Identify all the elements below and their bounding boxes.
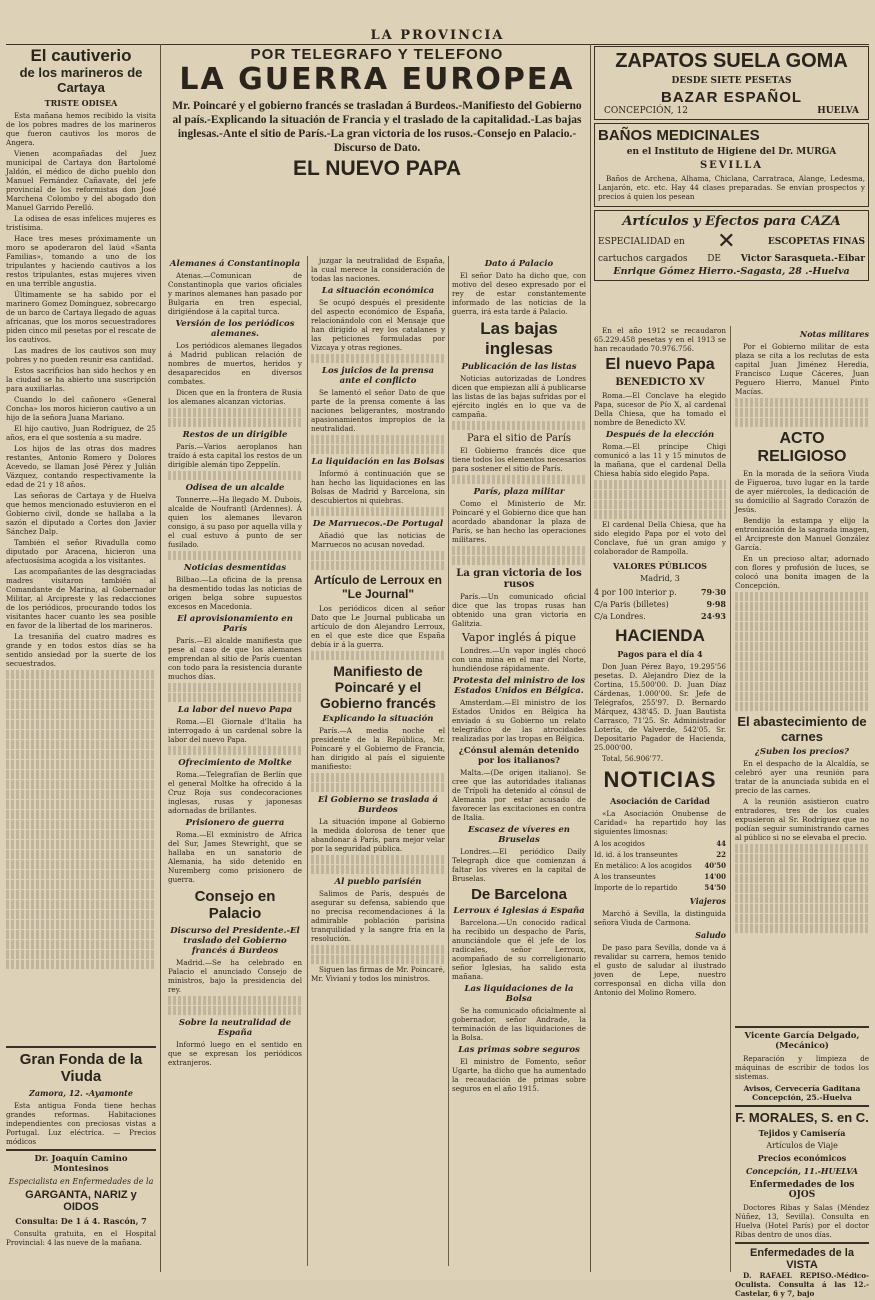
three-subcolumns — [166, 256, 588, 1266]
illegible-text — [311, 445, 445, 454]
paragraph: En la morada de la señora Viuda de Figueroa, tuvo lugar en la tarde de ayer miércoles, la dedicación de su domicilio al Sagrado Corazón de Jesús. — [735, 469, 869, 514]
story-heading-noticias: NOTICIAS — [603, 767, 717, 792]
illegible-text — [452, 475, 586, 484]
illegible-text — [168, 996, 302, 1005]
illegible-text — [6, 960, 156, 969]
paragraph: Estos sacrificios han sido hechos y en la ciudad se ha abierto una suscripción para auxiliarlas. — [6, 366, 156, 393]
illegible-text — [6, 680, 156, 689]
paragraph: Los hijos de las otras dos madres restantes, Antonio Romero y Dolores Acevedo, se llaman José Pérez y Julián Vázquez, contando respectivamente la edad de 21 y 18 años. — [6, 444, 156, 489]
illegible-text — [6, 930, 156, 939]
paragraph: Londres.—El periódico Daily Telegraph dice que comienzan á faltar los víveres en la capital de Bruselas. — [452, 847, 586, 883]
paragraph: Bendijo la estampa y elijo la entronización de la sagrada imagen, el Arcipreste don Manuel González García. — [735, 516, 869, 552]
article-title-cautiverio: El cautiverio — [30, 46, 132, 65]
story-heading: Protesta del ministro de los Estados Unidos en Bélgica. — [452, 676, 586, 696]
illegible-text — [6, 670, 156, 679]
paragraph: Cuando lo del cañonero «General Concha» los moros hicieron cautivo a un hijo de la señora Juana Mariano. — [6, 395, 156, 422]
right-subcolumn-a — [594, 326, 726, 999]
section-nuevo-papa: EL NUEVO PAPA — [292, 157, 462, 180]
illegible-text — [735, 622, 869, 631]
subcolumn-2 — [311, 256, 445, 985]
paragraph: París.—Un comunicado oficial dice que las tropas rusas han obtenido una gran victoria en Galitzia. — [452, 592, 586, 628]
ad-caza-de: DE — [707, 254, 721, 264]
illegible-text — [735, 682, 869, 691]
ad-caza-dealer: Enrique Gómez Hierro.-Sagasta, 28 .-Huelva — [613, 266, 850, 277]
ad-caza-maker: Victor Sarasqueta.-Eibar — [740, 254, 865, 264]
paragraph: Dicen que en la frontera de Rusia los alemanes alcanzan victorias. — [168, 388, 302, 406]
illegible-text — [6, 720, 156, 729]
main-headline: LA GUERRA EUROPEA — [179, 62, 575, 97]
ad-banos-city: SEVILLA — [699, 160, 764, 171]
illegible-text — [735, 408, 869, 417]
paragraph: Informó luego en el sentido en que se expresan los periódicos extranjeros. — [168, 1040, 302, 1067]
story-heading: Odisea de un alcalde — [185, 483, 285, 493]
illegible-text — [735, 398, 869, 407]
story-heading: Ofrecimiento de Moltke — [178, 758, 292, 768]
illegible-text — [735, 874, 869, 883]
divider — [735, 1242, 869, 1244]
paragraph: También el señor Rivadulla como diputado por Aracena, hicieron una afectuosísima acogida a los visitantes. — [6, 538, 156, 565]
paragraph: «La Asociación Onubense de Caridad» ha repartido hoy las siguientes limosnas: — [594, 809, 726, 836]
ad-mecanico-text: Reparación y limpieza de máquinas de escribir de todos los sistemas. — [735, 1054, 869, 1081]
illegible-text — [311, 955, 445, 964]
illegible-text — [311, 561, 445, 570]
story-heading: Saludo — [695, 930, 726, 940]
illegible-text — [311, 773, 445, 782]
story-heading: ¿Cónsul alemán detenido por los italianos? — [458, 746, 580, 766]
limosna-label: A los acogidos — [594, 839, 645, 848]
divider — [6, 1149, 156, 1151]
story-heading-consejo: Consejo en Palacio — [194, 888, 276, 922]
paragraph: Se ha comunicado oficialmente al gobernador, señor Andrade, la terminación de las liquidaciones de la Bolsa. — [452, 1006, 586, 1042]
illegible-text — [311, 855, 445, 864]
story-heading: Vapor inglés á pique — [462, 631, 576, 644]
illegible-text — [168, 551, 302, 560]
illegible-text — [311, 945, 445, 954]
column-divider-left — [160, 44, 161, 1272]
paragraph: Las madres de los cautivos son muy pobres y no pueden reunir esa cantidad. — [6, 346, 156, 364]
valores-date: Madrid, 3 — [640, 574, 680, 583]
illegible-text — [6, 920, 156, 929]
paragraph: Añadió que las noticias de Marruecos no acusan novedad. — [311, 531, 445, 549]
paragraph: Bilbao.—La oficina de la prensa ha desmentido todas las noticias de origen belga sobre supuestos excesos en Macedonia. — [168, 575, 302, 611]
illegible-text — [6, 890, 156, 899]
illegible-text — [594, 480, 726, 489]
ad-zapatos-store: BAZAR ESPAÑOL — [660, 89, 803, 106]
story-heading: Al pueblo parisién — [334, 877, 422, 887]
illegible-text — [735, 632, 869, 641]
limosna-value: 44 — [716, 839, 726, 848]
story-heading-barcelona: De Barcelona — [471, 886, 567, 903]
ad-zapatos-city: HUELVA — [817, 106, 859, 116]
story-heading: La situación económica — [321, 286, 435, 296]
article-subtitle-marineros: de los marineros de Cartaya — [19, 65, 143, 95]
illegible-text — [735, 914, 869, 923]
story-subheading: Asociación de Caridad — [610, 796, 710, 806]
table-row — [594, 586, 726, 598]
paragraph: En el año 1912 se recaudaron 65.229.458 pesetas y en el 1913 se han recaudado 70.976.756. — [594, 326, 726, 353]
valor-value: 79·30 — [700, 587, 726, 597]
ad-zapatos — [594, 46, 869, 120]
illegible-text — [6, 880, 156, 889]
ad-caza — [594, 210, 869, 281]
ad-caza-special: ESPECIALIDAD en — [598, 236, 685, 247]
illegible-text — [735, 642, 869, 651]
paragraph: Don Juan Pérez Bayo, 19.295'56 pesetas. D. Alejandro Diez de la Cortina, 15.500'00. D. Juan Díaz Cárdenas, 1.000'00. Sr. Jefe de Telégrafos, 255'97. D. Bernardo Márquez, 438'45. D. Juan Bautista Carrasco, 71'25. Sr. Administrador Lotería, de Valverde, 542'05. Sr. Depositario Pagador de Hacienda, 25.000'00. — [594, 662, 726, 752]
illegible-text — [6, 700, 156, 709]
paragraph: En un precioso altar, adornado con flores y profusión de luces, se colocó una bonita imagen de la Concepción. — [735, 554, 869, 590]
ad-fonda-address: Zamora, 12. -Ayamonte — [29, 1088, 133, 1098]
ad-doctor-text: Consulta gratuita, en el Hospital Provincial: 4 las nueve de la mañana. — [6, 1229, 156, 1247]
story-heading: Viajeros — [689, 896, 726, 906]
illegible-text — [735, 864, 869, 873]
illegible-text — [6, 870, 156, 879]
right-subcolumn-b — [735, 326, 869, 1298]
illegible-text — [311, 865, 445, 874]
paragraph: París.—Varios aeroplanos han traído á esta capital los restos de un dirigible alemán tipo Zeppelín. — [168, 442, 302, 469]
ad-caza-item: ESCOPETAS FINAS — [767, 236, 865, 247]
ad-vista-text: D. RAFAEL REPISO.-Médico-Oculista. Consulta á las 12.-Castelar, 6 y 7, bajo — [735, 1271, 869, 1298]
subcolumn-1 — [168, 256, 302, 1069]
illegible-text — [168, 1006, 302, 1015]
ad-morales-title: F. MORALES, S. en C. — [735, 1110, 869, 1125]
illegible-text — [735, 602, 869, 611]
ad-zapatos-title: ZAPATOS SUELA GOMA — [615, 50, 848, 72]
ad-caza-cart: cartuchos cargados — [598, 254, 688, 264]
paragraph: Últimamente se ha sabido por el marinero Gomez Domínguez, sobrecargo de un barco de Cartaya llegado de aguas africanas, que los moros secuestradores piden cinco mil pesetas por el rescate de los cautivos. — [6, 290, 156, 344]
illegible-text — [311, 551, 445, 560]
paragraph: Roma.—El príncipe Chigi comunicó a las 11 y 15 minutos de la mañana, que el cardenal Della Chiesa había sido elegido Papa. — [594, 442, 726, 478]
paragraph: Informó á continuación que se han hecho las liquidaciones en las Bolsas de Madrid y Barcelona, sin descubiertos ni quiebras. — [311, 469, 445, 505]
paragraph: París.—El alcalde manifiesta que pese al caso de que los alemanes emprendan al sitio de París cuentan con todo para la resistencia durante muchos días. — [168, 636, 302, 681]
hacienda-total: Total, 56.906'77. — [602, 754, 664, 763]
illegible-text — [6, 940, 156, 949]
ad-fonda-title: Gran Fonda de la Viuda — [19, 1051, 143, 1085]
paragraph: Salimos de París, después de asegurar su defensa, sabiendo que no precisa recomendaciones á la admirable población parisina tranquilidad y la sangre fría en la resolución. — [311, 889, 445, 943]
ad-doctor-name: Dr. Joaquín Camino Montesinos — [34, 1154, 128, 1174]
ad-morales-address: Concepción, 11.-HUELVA — [745, 1166, 859, 1176]
valores-table — [594, 586, 726, 622]
illegible-text — [6, 770, 156, 779]
limosna-label: En metálico: A los acogidos — [594, 861, 692, 870]
valores-title: VALORES PÚBLICOS — [613, 561, 707, 571]
paragraph: El Gobierno francés dice que tiene todos los elementos necesarios para sostener el sitio de París. — [452, 446, 586, 473]
paragraph: El señor Dato ha dicho que, con motivo del deseo expresado por el rey de estar constantemente informado de las noticias de la guerra, irá esta tarde á Palacio. — [452, 271, 586, 316]
paragraph: De paso para Sevilla, donde va á revalidar su carrera, hemos tenido el gusto de saludar al ilustrado joven de Lepe, nuestro corresponsal en dicha villa don Antonio del Molino Romero. — [594, 943, 726, 997]
ad-zapatos-sub: DESDE SIETE PESETAS — [671, 76, 792, 86]
paragraph: Malta.—(De origen italiano). Se cree que las autoridades italianas de Trípoli ha detenido al cónsul de Alemania por estar acusado de favorecer las excitaciones en contra de Italia. — [452, 768, 586, 822]
story-heading: Lerroux é Iglesias á España — [453, 906, 585, 916]
paragraph: Esta mañana hemos recibido la visita de los pobres madres de los marineros que fueron cautivos los moros de Angera. — [6, 111, 156, 147]
story-heading: De Marruecos.-De Portugal — [312, 519, 444, 529]
table-row — [594, 610, 726, 622]
story-heading: París, plaza militar — [473, 487, 565, 497]
ad-zapatos-address: CONCEPCIÓN, 12 — [604, 106, 688, 116]
story-heading: El Gobierno se traslada á Burdeos — [318, 795, 438, 815]
story-heading: Los juicios de la prensa ante el conflicto — [321, 366, 434, 386]
paragraph: Las acompañantes de las desgraciadas madres visitaron también al Comandante de Marina, al Gobernador Militar, al Arcipreste y las redacciones de los periódicos, procurando todos los visitantes hacer cuanto les sea posible en favor de la libertad de los marineros. — [6, 567, 156, 630]
ad-fonda-block — [6, 1046, 156, 1249]
illegible-text — [168, 471, 302, 480]
illegible-text — [6, 710, 156, 719]
sub-divider — [730, 326, 731, 1272]
story-heading: La gran victoria de los rusos — [456, 568, 582, 590]
story-heading: Escasez de víveres en Bruselas — [468, 825, 570, 845]
illegible-text — [6, 900, 156, 909]
illegible-text — [735, 672, 869, 681]
illegible-text — [311, 783, 445, 792]
paragraph: El cardenal Della Chiesa, que ha sido elegido Papa por el voto del Conclave, fué un gran amigo y colaborador de Rampolla. — [594, 520, 726, 556]
ad-ojos-text: Doctores Ribas y Salas (Méndez Núñez, 13, Sevilla). Consulta en Huelva (Hotel París) por el doctor Ribas dentro de unos días. — [735, 1203, 869, 1239]
ad-caza-row — [598, 229, 865, 254]
column-divider-right — [590, 44, 591, 1272]
paragraph: Roma.—El Conclave ha elegido Papa, sucesor de Pío X, al cardenal Della Chiesa, que ha tomado el nombre de Benedicto XV. — [594, 391, 726, 427]
paragraph: Vienen acompañadas del Juez municipal de Cartaya don Bartolomé Jaldón, el médico de dicho pueblo don Manuel Fernández Cañavate, del jefe provincial de los reformistas don José Marchena Colombo y del abogado don Manuel Garrido Perelló. — [6, 149, 156, 212]
limosna-label: A los transeuntes — [594, 872, 656, 881]
left-column — [6, 46, 156, 1272]
paragraph: En el despacho de la Alcaldía, se celebró ayer una reunión para tratar de la anunciada subida en el precio de las carnes. — [735, 759, 869, 795]
illegible-text — [311, 651, 445, 660]
ad-morales-line: Tejidos y Camisería — [758, 1128, 846, 1138]
story-heading: Después de la elección — [605, 430, 715, 440]
right-ads-block — [735, 1026, 869, 1300]
middle-column — [166, 46, 588, 1272]
paragraph: Marchó á Sevilla, la distinguida señora Viuda de Carmona. — [594, 909, 726, 927]
illegible-text — [6, 860, 156, 869]
story-heading-abastecimiento: El abastecimiento de carnes — [737, 714, 867, 744]
illegible-text — [735, 854, 869, 863]
illegible-text — [6, 730, 156, 739]
illegible-text — [6, 840, 156, 849]
top-rule — [6, 44, 869, 45]
ad-zapatos-address-row — [598, 106, 865, 116]
paragraph: La tresaniña del cuatro madres es grande y en todos estos días se ha sentido ansiedad por la suerte de los secuestrados. — [6, 632, 156, 668]
ad-morales-line: Artículos de Viaje — [766, 1141, 838, 1150]
illegible-text — [168, 746, 302, 755]
illegible-text — [735, 844, 869, 853]
limosna-label: Id. id. á los transeuntes — [594, 850, 678, 859]
valor-value: 24·93 — [700, 611, 726, 621]
ad-vista-title: Enfermedades de la VISTA — [750, 1247, 854, 1271]
paragraph: Por el Gobierno militar de esta plaza se cita a los reclutas de esta capital Juan Jiménez Heredia, Francisco Luque Cáceres, Juan Peguero Hierro, Manuel Pinto Macías. — [735, 342, 869, 396]
illegible-text — [452, 421, 586, 430]
illegible-text — [594, 510, 726, 519]
illegible-text — [735, 592, 869, 601]
paragraph: El hijo cautivo, Juan Rodríguez, de 25 años, era el que sostenía a su madre. — [6, 424, 156, 442]
rifle-icon: ✕ — [717, 229, 736, 254]
paragraph: Madrid.—Se ha celebrado en Palacio el anunciado Consejo de ministros, bajo la presidencia del rey. — [168, 958, 302, 994]
paragraph: Amsterdam.—El ministro de los Estados Unidos en Bélgica ha enviado á su Gobierno un relato telegráfico de las atrocidades realizadas por las tropas en Bélgica. — [452, 698, 586, 743]
story-heading: Restos de un dirigible — [182, 430, 288, 440]
ad-banos-text: Baños de Archena, Alhama, Chiclana, Carratraca, Alange, Ledesma, Lanjarón, etc. etc. Hay 44 clases preparadas. Se envían prospectos y precios á quien los pesean — [598, 174, 865, 201]
story-heading: Noticias desmentidas — [183, 563, 287, 573]
illegible-text — [735, 894, 869, 903]
paragraph: Se lamentó el señor Dato de que parte de la prensa comente á las naciones beligerantes, mostrando apasionamientos impropios de la neutralidad. — [311, 388, 445, 433]
ad-morales-line: Precios económicos — [757, 1153, 847, 1163]
illegible-text — [735, 652, 869, 661]
illegible-text — [452, 546, 586, 555]
illegible-text — [168, 693, 302, 702]
masthead: LA PROVINCIA — [370, 28, 505, 43]
illegible-text — [311, 354, 445, 363]
story-heading: El aprovisionamiento en París — [177, 614, 293, 634]
table-row — [594, 598, 726, 610]
story-heading: Prisionero de guerra — [185, 818, 285, 828]
illegible-text — [6, 810, 156, 819]
table-row — [594, 871, 726, 882]
story-heading-nuevo-papa: El nuevo Papa — [605, 356, 715, 373]
story-heading-acto-religioso: ACTO RELIGIOSO — [757, 430, 847, 465]
sub-divider — [307, 256, 308, 1266]
paragraph: Como el Ministerio de Mr. Poincaré y el Gobierno dice que han acordado abandonar la plaza de París, se han hecho las operaciones militares. — [452, 499, 586, 544]
illegible-text — [6, 820, 156, 829]
story-heading: Discurso del Presidente.-El traslado del Gobierno francés á Burdeos — [170, 926, 300, 956]
limosnas-table — [594, 838, 726, 893]
illegible-text — [168, 683, 302, 692]
illegible-text — [6, 950, 156, 959]
paragraph: Roma.—El Giornale d'Italia ha interrogado á un cardenal sobre la labor del nuevo Papa. — [168, 717, 302, 744]
right-column — [594, 46, 869, 1298]
story-heading-bajas: Las bajas inglesas — [480, 319, 558, 358]
paragraph: A la reunión asistieron cuatro entradores, tres de los cuales expusieron al Sr. Rodríguez que no podían seguir suministrando carnes al público si no se elevaba el precio. — [735, 797, 869, 842]
illegible-text — [735, 924, 869, 933]
illegible-text — [735, 612, 869, 621]
valor-label: C/a Londres. — [594, 611, 646, 621]
divider — [735, 1026, 869, 1028]
illegible-text — [6, 790, 156, 799]
article-kicker: TRISTE ODISEA — [44, 98, 118, 108]
subcolumn-3 — [452, 256, 586, 1095]
story-heading: Sobre la neutralidad de España — [178, 1018, 292, 1038]
ad-banos-line: en el Instituto de Higiene del Dr. MURGA — [626, 147, 837, 157]
ad-mecanico-title: Vicente García Delgado, (Mecánico) — [744, 1031, 860, 1051]
story-heading: Las primas sobre seguros — [458, 1045, 580, 1055]
paragraph: Las señoras de Cartaya y de Huelva que hemos mencionado estuvieron en el Gobierno civil, donde se hallaba a la sazón el diputado a Cortes don Javier Sánchez Dalp. — [6, 491, 156, 536]
story-heading: Notas militares — [799, 329, 869, 339]
ad-caza-row2 — [598, 254, 865, 264]
illegible-text — [168, 418, 302, 427]
paragraph: Roma.—El exministro de Africa del Sur, James Stewright, que se hallaba en un sanatorio de Alemania, ha sido detenido en Nuremberg como prisionero de guerra. — [168, 830, 302, 884]
illegible-text — [735, 702, 869, 711]
illegible-text — [735, 692, 869, 701]
story-subheading: Pagos para el día 4 — [617, 649, 703, 659]
illegible-text — [452, 556, 586, 565]
story-heading: Explicando la situación — [322, 714, 434, 724]
table-row — [594, 838, 726, 849]
ad-caza-title: Artículos y Efectos para CAZA — [622, 214, 841, 229]
story-heading: Versión de los periódicos alemanes. — [175, 319, 295, 339]
illegible-text — [311, 507, 445, 516]
valor-value: 9·98 — [706, 599, 726, 609]
sub-divider — [448, 256, 449, 1266]
divider — [735, 1105, 869, 1107]
paragraph: París.—A media noche el presidente de la República, Mr. Poincaré y el Gobierno de Francia, han dirigido al país el siguiente manifiesto: — [311, 726, 445, 771]
story-heading: La liquidación en las Bolsas — [311, 457, 445, 467]
story-heading-manifiesto: Manifiesto de Poincaré y el Gobierno francés — [320, 663, 436, 711]
table-row — [594, 882, 726, 893]
paragraph: juzgar la neutralidad de España, la cual merece la consideración de todas las naciones. — [311, 256, 445, 283]
illegible-text — [735, 904, 869, 913]
paragraph: Londres.—Un vapor inglés chocó con una mina en el mar del Norte, hundiéndose rápidamente. — [452, 646, 586, 673]
illegible-text — [735, 662, 869, 671]
paragraph: Los periódicos alemanes llegados á Madrid publican relación de nombres de muertos, heridos y desaparecidos en diversos combates. — [168, 341, 302, 386]
paragraph: Barcelona.—Un conocido radical ha recibido un despacho de París, anunciándole que él jefe de los radicales, señor Lerroux, acompañado de su correligionario señor Iglesias, ha salido esta mañana. — [452, 918, 586, 981]
ad-doctor-specialty: Especialista en Enfermedades de la — [8, 1177, 154, 1186]
headline-deck: Mr. Poincaré y el gobierno francés se trasladan á Burdeos.-Manifiesto del Gobierno al país.-Explicando la situación de Francia y el traslado de la capitalidad.-Las bajas inglesas.-Ante el sitio de París.-La gran victoria de los rusos.-Consejo en Palacio.-Discurso de Dato. — [172, 100, 582, 154]
limosna-value: 54'50 — [704, 883, 726, 892]
story-heading: Publicación de las listas — [461, 362, 577, 372]
paragraph: La situación impone al Gobierno la medida dolorosa de tener que abandonar á París, para mejor velar por la seguridad pública. — [311, 817, 445, 853]
limosna-label: Importe de lo repartido — [594, 883, 678, 892]
illegible-text — [594, 500, 726, 509]
story-heading-lerroux: Artículo de Lerroux en "Le Journal" — [313, 573, 443, 601]
valor-label: C/a Paris (billetes) — [594, 599, 669, 609]
illegible-text — [6, 850, 156, 859]
paragraph: Tonnerre.—Ha llegado M. Dubois, alcalde de Noufrantl (Ardennes). Á quien los alemanes llevaron consigo, á su paso por aquella villa y el cual estuvo á punto de ser fusilado. — [168, 495, 302, 549]
story-heading: Para el sitio de París — [466, 433, 572, 444]
paragraph: Atenas.—Comunican de Constantinopla que varios oficiales y marinos alemanes han pasado por Bulgaria en tren especial, dirigiéndose á la capital turca. — [168, 271, 302, 316]
story-heading: Dato á Palacio — [484, 259, 554, 269]
illegible-text — [311, 435, 445, 444]
illegible-text — [6, 690, 156, 699]
illegible-text — [6, 830, 156, 839]
ad-doctor-specialty-big: GARGANTA, NARIZ y OIDOS — [25, 1189, 137, 1213]
illegible-text — [6, 750, 156, 759]
story-subheading: BENEDICTO XV — [615, 377, 705, 388]
limosna-value: 40'50 — [704, 861, 726, 870]
ad-fonda-text: Esta antigua Fonda tiene hechas grandes reformas. Habitaciones independientes con preciosas vistas a Portugal. Luz eléctrica. — Precios módicos — [6, 1101, 156, 1146]
story-heading-hacienda: HACIENDA — [615, 626, 705, 645]
story-heading: La labor del nuevo Papa — [177, 705, 293, 715]
illegible-text — [735, 884, 869, 893]
ad-mecanico-address: Avisos, Cervecería Gaditana Concepción, 25.-Huelva — [743, 1084, 861, 1102]
illegible-text — [6, 800, 156, 809]
paragraph: Hace tres meses próximamente un moro se apoderaron del laúd «Santa Familias», tomando a uno de los tripulantes y haciendo cautivos a los restos tripulantes, estas mujeres viven en una terrible angustia. — [6, 234, 156, 288]
section-banner: POR TELEGRAFO Y TELEFONO — [250, 46, 504, 63]
valor-label: 4 por 100 interior p. — [594, 587, 677, 597]
paragraph: Se ocupó después el presidente del aspecto económico de España, relacionándolo con el Mensaje que han dirigido al rey los catalanes y las peticiones formuladas por Vizcaya y otras regiones. — [311, 298, 445, 352]
table-row — [594, 860, 726, 871]
story-heading: ¿Suben los precios? — [754, 747, 850, 757]
limosna-value: 14'00 — [704, 872, 726, 881]
illegible-text — [6, 910, 156, 919]
illegible-text — [6, 760, 156, 769]
illegible-text — [168, 408, 302, 417]
paragraph: La odisea de esas infelices mujeres es tristísima. — [6, 214, 156, 232]
paragraph: Los periódicos dicen al señor Dato que Le Journal publicaba un artículo de don Alejandro Lerroux, en el que este dice que España debía ir á la guerra. — [311, 604, 445, 649]
paragraph: Siguen las firmas de Mr. Poincaré, Mr. Viviani y todos los ministros. — [311, 965, 445, 983]
illegible-text — [735, 418, 869, 427]
paragraph: Noticias autorizadas de Londres dicen que empiezan allí á publicarse las listas de las bajas sufridas por el ejército inglés en lo que va de campaña. — [452, 374, 586, 419]
illegible-text — [594, 490, 726, 499]
illegible-text — [6, 740, 156, 749]
story-heading: Alemanes á Constantinopla — [169, 259, 301, 269]
ad-ojos-title: Enfermedades de los OJOS — [749, 1180, 855, 1200]
ad-banos — [594, 123, 869, 207]
ad-banos-title: BAÑOS MEDICINALES — [598, 127, 760, 144]
illegible-text — [6, 780, 156, 789]
divider — [6, 1046, 156, 1048]
limosna-value: 22 — [716, 850, 726, 859]
story-heading: Las liquidaciones de la Bolsa — [464, 984, 574, 1004]
paragraph: El ministro de Fomento, señor Ugarte, ha dicho que ha aumentado la recaudación de primas sobre seguros en el año 1915. — [452, 1057, 586, 1093]
paragraph: Roma.—Telegrafían de Berlín que el general Moltke ha ofrecido á la Cruz Roja sus condecoraciones inglesas, rusas y japonesas adornadas de brillantes. — [168, 770, 302, 815]
table-row — [594, 849, 726, 860]
ad-doctor-consult: Consulta: De 1 á 4. Rascón, 7 — [15, 1216, 147, 1226]
